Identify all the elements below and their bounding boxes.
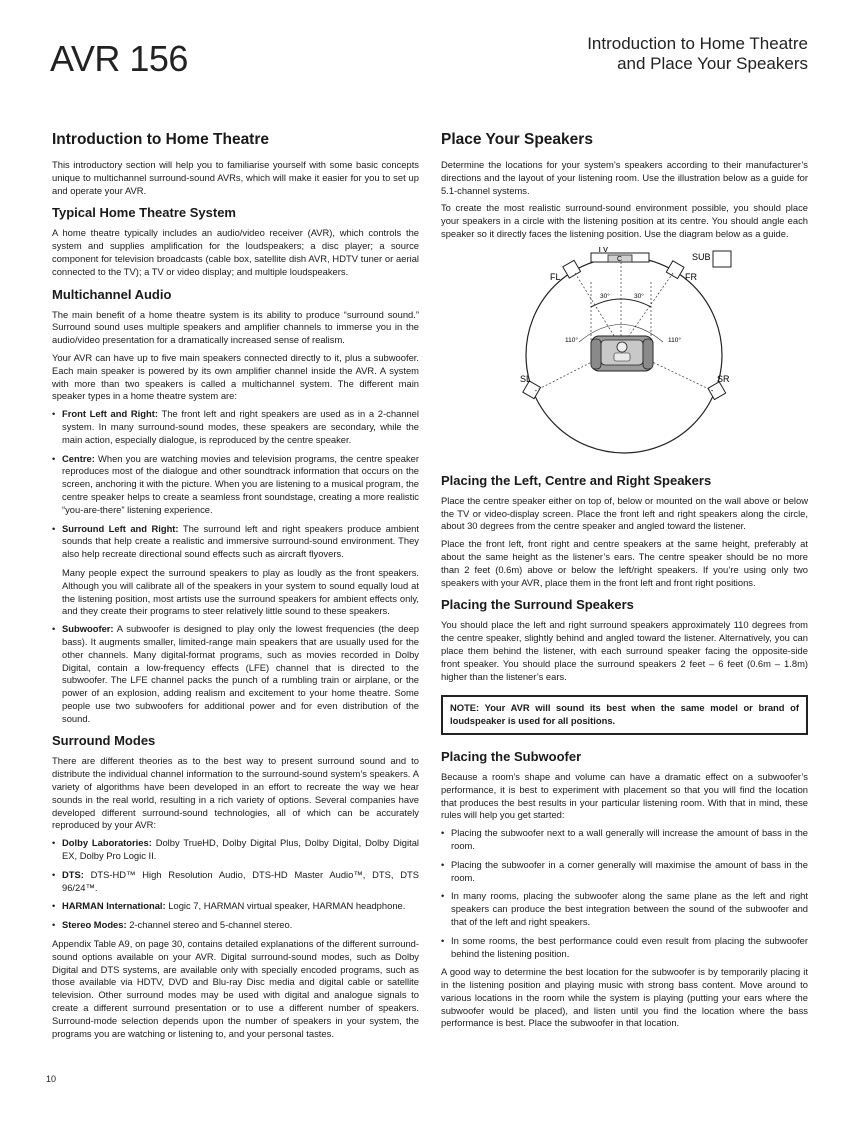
fr-label: FR	[685, 271, 697, 282]
list-item: • Dolby Laboratories: Dolby TrueHD, Dolby Digital Plus, Dolby Digital, Dolby Digital EX, Dolby Pro Logic II.	[52, 837, 419, 862]
header-line-2: and Place Your Speakers	[617, 54, 808, 73]
paragraph-subwoofer: Because a room’s shape and volume can have a dramatic effect on a subwoofer’s performance, it is best to experiment with placement so that you will find the location that produces the best results in your particular listening room. With that in mind, these rules will help you get started:	[441, 770, 808, 821]
sub-label: SUB	[692, 251, 711, 262]
heading-surround-speakers: Placing the Surround Speakers	[441, 597, 634, 613]
speaker-types-list	[52, 408, 419, 561]
paragraph-subwoofer-final: A good way to determine the best location for the subwoofer is by temporarily placing it in the listening position and playing music with strong bass content. Move around to various locations in the room while the system is playing (putting your ears where the subwoofer would be placed), and listen until you find the location where the bass performance is best. Place the subwoofer in that location.	[441, 966, 808, 1029]
left-column	[52, 130, 419, 1045]
header-line-1: Introduction to Home Theatre	[587, 34, 808, 53]
paragraph-intro: This introductory section will help you to familiarise yourself with some basic concepts unique to multichannel surround-sound AVRs, which will make it easier for you to set up and operate your AVR.	[52, 159, 419, 196]
heading-intro: Introduction to Home Theatre	[52, 131, 269, 148]
centre-label: C	[617, 255, 623, 263]
list-item: • In some rooms, the best performance could even result from placing the subwoofer behind the listening position.	[441, 934, 808, 959]
list-item: • Centre: When you are watching movies and television programs, the centre speaker reproduces most of the dialogue and other soundtrack information that occurs on the screen, anchoring it with the picture. When you are listening to a musical program, the centre speaker helps to create a seamless front soundstage, creating a more realistic “you-are-there” listening experience.	[52, 452, 419, 515]
paragraph-typical-system: A home theatre typically includes an audio/video receiver (AVR), which controls the system and supplies amplification for the loudspeakers; a disc player; a source component for television broadcasts (cable box, satellite dish AVR, HDTV tuner or aerial connected to the TV); a TV or video display; and multiple loudspeakers.	[52, 227, 419, 277]
subwoofer-shape	[713, 251, 731, 267]
list-item: • HARMAN International: Logic 7, HARMAN virtual speaker, HARMAN headphone.	[52, 900, 406, 912]
heading-subwoofer: Placing the Subwoofer	[441, 748, 582, 764]
tv-label: TV	[597, 246, 609, 254]
paragraph-multichannel-2: Your AVR can have up to five main speakers connected directly to it, plus a subwoofer. Each main speaker is powered by its own amplifier channel inside the AVR. A system with more than two speakers is called a multichannel system. The different main speaker types in a home theatre system are:	[52, 351, 419, 402]
listener-chair-icon	[591, 336, 653, 371]
heading-multichannel: Multichannel Audio	[52, 286, 172, 302]
paragraph-lcr-2: Place the front left, front right and centre speakers at the same height, preferably at about the same height as the listener’s ears. The centre speaker should be no more than 2 feet (0.6m) above or below the left/right speakers. If you’re using only two speakers with your AVR, place them in the front left and front right positions.	[441, 538, 808, 588]
right-column	[441, 130, 808, 1035]
note-box: NOTE: Your AVR will sound its best when the same model or brand of loudspeaker is used for all positions.	[441, 695, 808, 735]
angle-110-right: 110°	[668, 336, 681, 344]
list-item: • DTS: DTS-HD™ High Resolution Audio, DTS-HD Master Audio™, DTS, DTS 96/24™.	[52, 868, 419, 893]
angle-30-left: 30°	[600, 292, 610, 300]
paragraph-surround-note: Many people expect the surround speakers to play as loudly as the front speakers. Although you will calibrate all of the speakers in your system to sound equally loud at the listening position, most artists use the surround speakers for ambient effects only, and they create their programs to steer relatively little sound to these speakers.	[62, 566, 419, 617]
surround-modes-list	[52, 837, 419, 932]
fl-speaker-shape	[563, 260, 581, 278]
angle-30-right: 30°	[634, 292, 644, 300]
fl-label: FL	[550, 271, 561, 282]
list-item: • Surround Left and Right: The surround left and right speakers produce ambient sounds that help create a realistic and immersive surround-sound environment. They also help recreate directional sound effects such as aircraft flyovers.	[52, 522, 420, 560]
heading-typical-system: Typical Home Theatre System	[52, 205, 236, 221]
sr-speaker-shape	[708, 382, 726, 400]
heading-place-speakers: Place Your Speakers	[441, 131, 593, 148]
paragraph-place-2: To create the most realistic surround-sound environment possible, you should place your speakers in a circle with the listening position at its centre. You should angle each speaker so it directly faces the listening position. Use the diagram below as a guide.	[441, 202, 808, 239]
speaker-placement-diagram	[441, 247, 808, 457]
sr-label: SR	[717, 373, 730, 384]
paragraph-lcr-1: Place the centre speaker either on top of, below or mounted on the wall above or below the TV or video-display screen. Place the front left and right speakers along the circle, about 30 degrees from the centre speaker and angled toward the listener.	[441, 494, 808, 532]
list-item: • Placing the subwoofer next to a wall generally will increase the amount of bass in the room.	[441, 827, 808, 851]
heading-lcr: Placing the Left, Centre and Right Speakers	[441, 472, 712, 488]
page-header-title	[587, 34, 808, 74]
paragraph-place-1: Determine the locations for your system’s speakers according to their manufacturer’s directions and the layout of your listening room. Use the illustration below as a guide for 5.1-channel systems.	[441, 159, 808, 196]
list-item: • In many rooms, placing the subwoofer along the same plane as the left and right speakers can produce the best integration between the sound of the subwoofer and that of the left and right speakers.	[441, 890, 808, 927]
list-item: • Subwoofer: A subwoofer is designed to play only the lowest frequencies (the deep bass). It augments smaller, limited-range main speakers that are usually used for the other channels. Many digital-format programs, such as movies recorded in Dolby Digital, contain a low-frequency effects (LFE) channel that is directed to the subwoofer. The LFE channel packs the punch of a rumbling train or airplane, or the power of an explosion, adding realism and excitement to your home theatre. Some people use two subwoofers for additional power and for even distribution of the sound.	[52, 623, 419, 724]
brand-logo: AVR 156	[50, 38, 188, 79]
angle-110-left: 110°	[565, 336, 578, 344]
page-number: 10	[46, 1074, 57, 1084]
paragraph-multichannel-1: The main benefit of a home theatre system is its ability to produce “surround sound.” Surround sound uses multiple speakers and amplifier channels to immerse you in the audio/video presentation for a dramatically increased sense of realism.	[52, 308, 419, 346]
speaker-layout-svg	[441, 247, 808, 457]
sl-label: SL	[520, 373, 532, 384]
paragraph-surround-speakers: You should place the left and right surround speakers approximately 110 degrees from the centre speaker, slightly behind and angled toward the listener. Alternatively, you can place them behind the listener, with each surround speaker facing the opposite-side front speaker. You should place the surround speakers 2 feet – 6 feet (0.6m – 1.8m) higher than the listener’s ears.	[441, 619, 808, 682]
list-item: • Placing the subwoofer in a corner generally will maximise the amount of bass in the room.	[441, 858, 808, 883]
list-item: • Stereo Modes: 2-channel stereo and 5-channel stereo.	[52, 919, 293, 931]
list-item: • Front Left and Right: The front left and right speakers are used as in a 2-channel system. In many surround-sound modes, these speakers are secondary, while the main action, especially dialogue, is reproduced by the centre speaker.	[52, 408, 419, 445]
heading-surround-modes: Surround Modes	[52, 733, 156, 749]
paragraph-appendix: Appendix Table A9, on page 30, contains detailed explanations of the different surround-sound options available on your AVR. Digital surround-sound modes, such as Dolby Digital and DTS systems, are available only with specially encoded programs, such as those available via HDTV, DVD and Blu-ray Disc media and digital cable or satellite television. Other surround modes may be used with digital and analogue signals to create a different surround presentation or to use a different number of speakers. Surround-mode selection depends upon the number of speakers in your system, the programs you are watching or listening to, and your personal tastes.	[52, 938, 419, 1039]
paragraph-surround-modes: There are different theories as to the best way to present surround sound and to distribute the individual channel information to the surround-sound system’s speakers. A variety of algorithms have been developed in an effort to recreate the way we hear sounds in the real world, resulting in a rich variety of options. Several companies have developed different surround-sound technologies, all of which can be accurately reproduced by your AVR:	[52, 755, 419, 831]
subwoofer-tips-list	[441, 827, 808, 960]
subwoofer-list	[52, 623, 419, 725]
